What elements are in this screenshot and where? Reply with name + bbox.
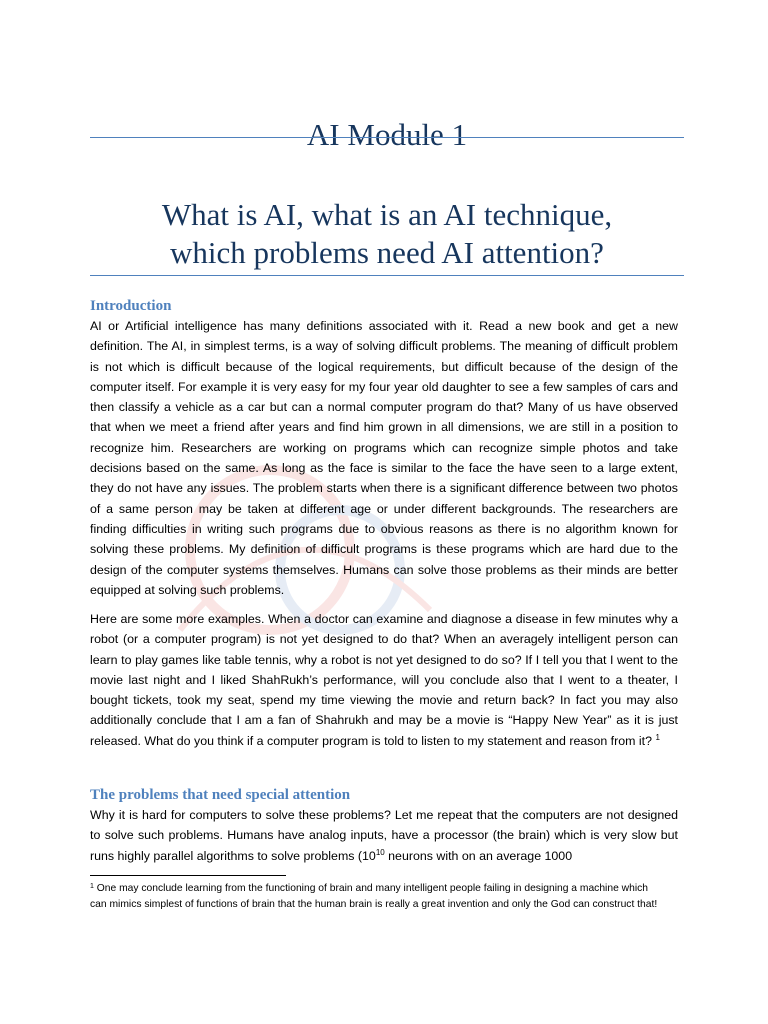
footnote [90,881,660,914]
intro-paragraph-1: AI or Artificial intelligence has many definitions associated with it. Read a new book and get a new definition. The AI, in simplest terms, is a way of solving difficult problems. The meaning of difficult problem is not which is difficult because of the logical requirements, but difficult because of the design of the computer itself. For example it is very easy for my four year old daughter to see a few samples of cars and then classify a vehicle as a car but can a normal computer program do that? Many of us have observed that when we meet a friend after years and find him grown in all dimensions, we are still in a position to recognize him. Researchers are working on programs which can recognize simple photos and take decisions based on the same. As long as the face is similar to the face the have seen to a large extent, they do not have any issues. The problem starts when there is a significant difference between two photos of a same person may be taken at different age or under different backgrounds. The researchers are finding difficulties in writing such programs due to obvious reasons as there is no algorithm known for solving these problems. My definition of difficult programs is these programs which are hard due to the design of the computer systems themselves. Humans can solve those problems as their minds are better equipped at solving such problems. [90,319,678,597]
section-heading-problems: The problems that need special attention [90,787,351,803]
problems-paragraph [90,805,678,866]
footnote-separator [90,875,286,876]
module-title: AI Module 1 [306,116,468,152]
exponent: 10 [375,847,385,857]
title-divider [90,137,684,138]
main-title-line-1: What is AI, what is an AI technique, [161,197,613,232]
main-title [90,196,684,272]
intro-paragraph-2-text: Here are some more examples. When a doctor can examine and diagnose a disease in few minutes why a robot (or a computer program) is not yet designed to do that? When an averagely intelligent person can learn to play games like table tennis, why a robot is not yet designed to do so? If I tell you that I went to the movie last night and I liked ShahRukh’s performance, will you conclude also that I went to a theater, I bought tickets, took my seat, spend my time viewing the movie and return back? In fact you may also additionally conclude that I am a fan of Shahrukh and may be a movie is “Happy New Year” as it is just released. What do you think if a computer program is told to listen to my statement and reason from it? [90,612,678,748]
intro-paragraph-2 [90,609,678,751]
problems-paragraph-text-2: neurons with on an average 1000 [384,848,573,863]
footnote-marker: 1 [90,883,94,890]
main-title-line-2: which problems need AI attention? [170,235,604,270]
footnote-reference[interactable]: 1 [655,732,660,742]
footnote-text: One may conclude learning from the functioning of brain and many intelligent people failing in designing a machine which can mimics simplest of functions of brain that the human brain is really a great invention and only the God can construct that! [90,883,658,911]
main-title-divider [90,275,684,276]
section-heading-introduction: Introduction [90,298,172,314]
problems-paragraph-text-1: Why it is hard for computers to solve these problems? Let me repeat that the computers are not designed to solve such problems. Humans have analog inputs, have a processor (the brain) which is very slow but runs highly parallel algorithms to solve problems (10 [90,808,678,863]
